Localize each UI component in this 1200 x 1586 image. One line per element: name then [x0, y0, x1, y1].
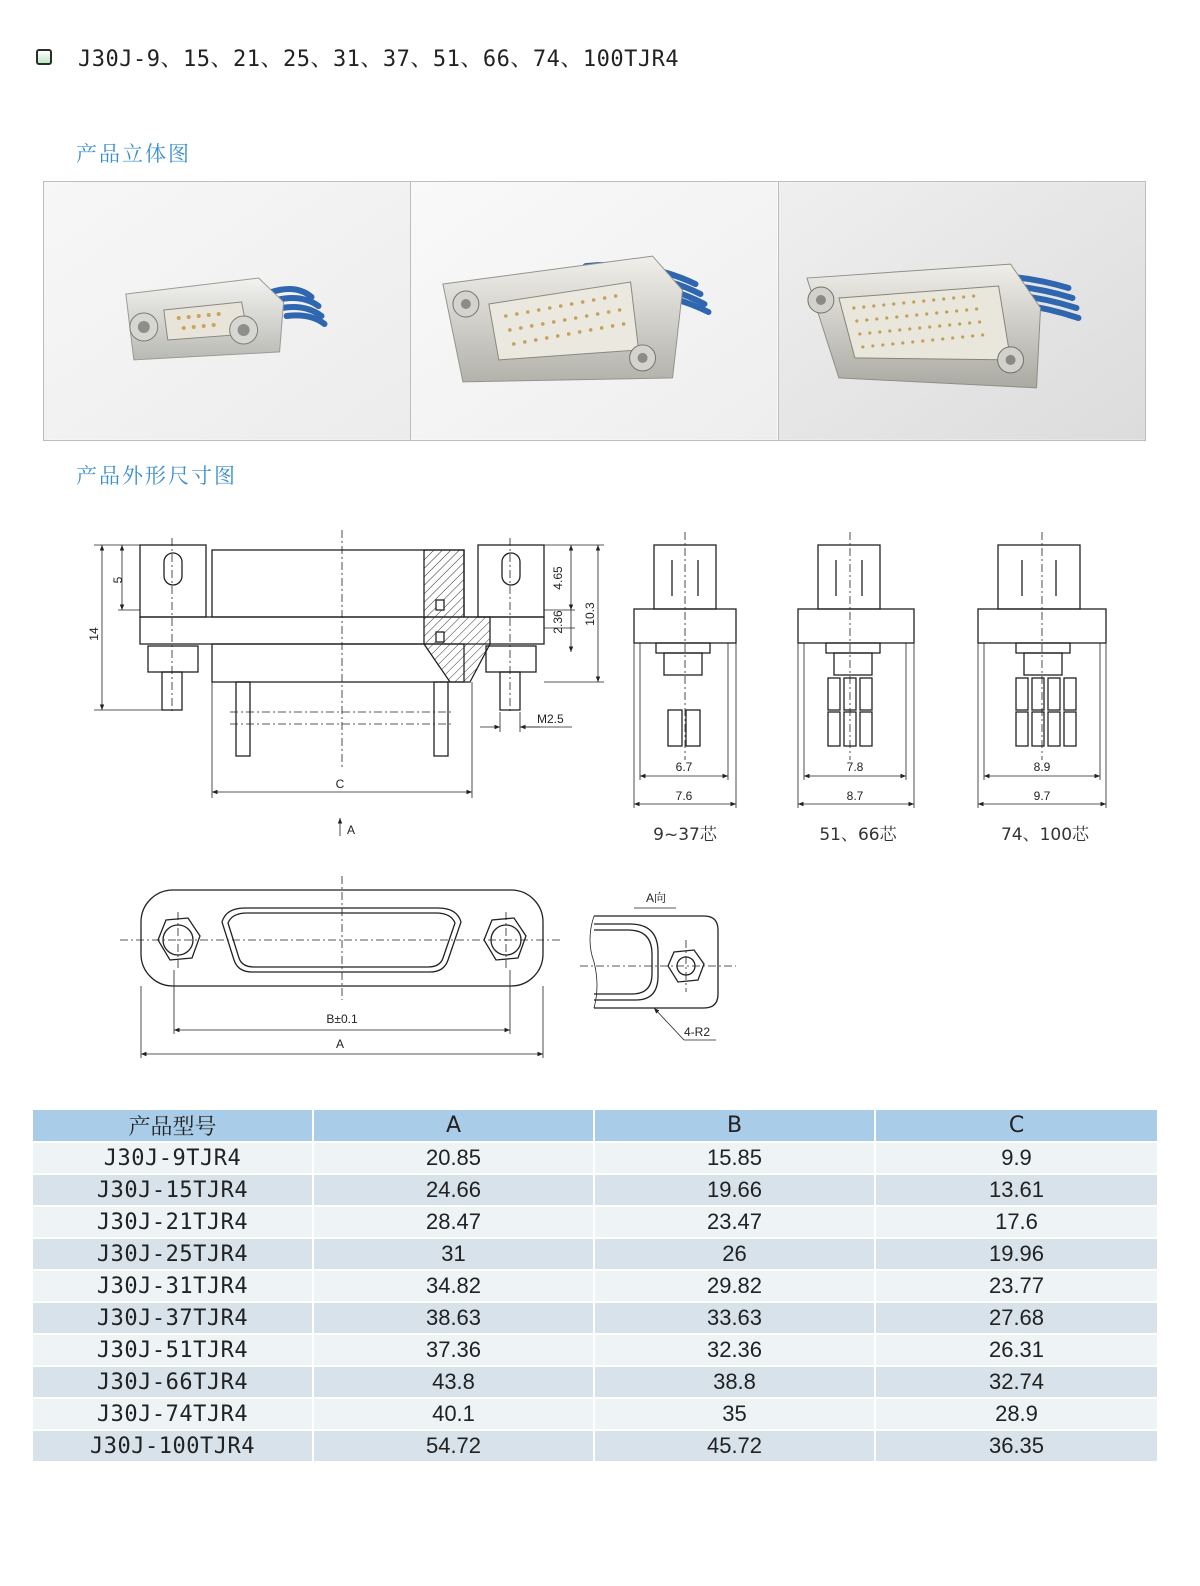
cell-model: J30J-37TJR4: [33, 1303, 314, 1335]
cell-model: J30J-51TJR4: [33, 1335, 314, 1367]
cell-c: 19.96: [876, 1239, 1157, 1271]
cell-b: 33.63: [595, 1303, 876, 1335]
product-photo-9pin: [44, 182, 411, 440]
cell-b: 23.47: [595, 1207, 876, 1239]
cell-b: 35: [595, 1399, 876, 1431]
cell-model: J30J-9TJR4: [33, 1143, 314, 1175]
connector-9-image: [44, 182, 410, 440]
cell-model: J30J-25TJR4: [33, 1239, 314, 1271]
cell-c: 32.74: [876, 1367, 1157, 1399]
dimension-table: [33, 1110, 1157, 1463]
dim-a-label: A: [335, 1037, 345, 1051]
cell-a: 34.82: [314, 1271, 595, 1303]
cell-model: J30J-31TJR4: [33, 1271, 314, 1303]
cell-c: 9.9: [876, 1143, 1157, 1175]
dim-b-label: B±0.1: [326, 1012, 358, 1026]
dim-5-label: 5: [111, 576, 125, 584]
table-row: [33, 1335, 1157, 1367]
cell-model: J30J-21TJR4: [33, 1207, 314, 1239]
table-row: [33, 1239, 1157, 1271]
cell-c: 27.68: [876, 1303, 1157, 1335]
table-row: [33, 1431, 1157, 1463]
header-model: 产品型号: [33, 1110, 314, 1143]
table-row: [33, 1175, 1157, 1207]
radius-label: 4-R2: [684, 1025, 711, 1039]
cell-a: 54.72: [314, 1431, 595, 1463]
cell-model: J30J-100TJR4: [33, 1431, 314, 1463]
end-view-2-inner: 7.8: [846, 760, 864, 774]
page-title: J30J-9、15、21、25、31、37、51、66、74、100TJR4: [78, 46, 680, 72]
end-view-3-outer: 9.7: [1033, 789, 1051, 803]
page-header: [36, 40, 679, 74]
cell-b: 38.8: [595, 1367, 876, 1399]
cell-a: 40.1: [314, 1399, 595, 1431]
product-photo-strip: [43, 181, 1146, 441]
connector-100-image: [779, 182, 1145, 440]
section-title-drawing: 产品外形尺寸图: [76, 464, 237, 488]
section-title-photos: 产品立体图: [76, 142, 191, 166]
dim-4-65-label: 4.65: [551, 566, 565, 590]
cell-model: J30J-15TJR4: [33, 1175, 314, 1207]
header-c: C: [876, 1110, 1157, 1143]
cell-b: 32.36: [595, 1335, 876, 1367]
view-a-title: A向: [645, 891, 667, 905]
end-view-2: [798, 545, 914, 746]
header-b: B: [595, 1110, 876, 1143]
table-row: [33, 1303, 1157, 1335]
cell-c: 28.9: [876, 1399, 1157, 1431]
cell-b: 29.82: [595, 1271, 876, 1303]
end-view-2-outer: 8.7: [846, 789, 864, 803]
end-view-1-caption: 9~37芯: [653, 825, 717, 845]
end-view-2-caption: 51、66芯: [819, 825, 897, 845]
cell-c: 23.77: [876, 1271, 1157, 1303]
cell-a: 43.8: [314, 1367, 595, 1399]
table-row: [33, 1143, 1157, 1175]
product-photo-51pin: [411, 182, 778, 440]
cell-model: J30J-66TJR4: [33, 1367, 314, 1399]
cell-c: 26.31: [876, 1335, 1157, 1367]
cell-b: 15.85: [595, 1143, 876, 1175]
detail-view-a: [590, 916, 718, 1008]
table-header-row: [33, 1110, 1157, 1143]
table-row: [33, 1399, 1157, 1431]
cell-a: 31: [314, 1239, 595, 1271]
cell-a: 24.66: [314, 1175, 595, 1207]
cell-a: 37.36: [314, 1335, 595, 1367]
cell-model: J30J-74TJR4: [33, 1399, 314, 1431]
dim-2-36-label: 2.36: [551, 610, 565, 634]
table-row: [33, 1271, 1157, 1303]
cell-b: 19.66: [595, 1175, 876, 1207]
cell-b: 26: [595, 1239, 876, 1271]
cell-c: 13.61: [876, 1175, 1157, 1207]
end-dimensions: [634, 643, 1106, 808]
product-photo-100pin: [779, 182, 1145, 440]
end-view-3-inner: 8.9: [1033, 760, 1051, 774]
dim-10-3-label: 10.3: [583, 602, 597, 626]
cell-a: 20.85: [314, 1143, 595, 1175]
connector-51-image: [411, 182, 777, 440]
checkbox-icon: [36, 49, 52, 65]
table-row: [33, 1367, 1157, 1399]
thread-label: M2.5: [537, 712, 564, 726]
cell-c: 17.6: [876, 1207, 1157, 1239]
side-dimensions: [94, 545, 604, 836]
cell-a: 38.63: [314, 1303, 595, 1335]
end-view-1-outer: 7.6: [675, 789, 693, 803]
dimension-drawing: [0, 500, 1200, 1080]
dim-14-label: 14: [87, 627, 101, 641]
cell-a: 28.47: [314, 1207, 595, 1239]
end-view-3-caption: 74、100芯: [1000, 825, 1090, 845]
view-a-arrow-label: A: [347, 823, 356, 837]
cell-b: 45.72: [595, 1431, 876, 1463]
header-a: A: [314, 1110, 595, 1143]
table-row: [33, 1207, 1157, 1239]
end-view-1-inner: 6.7: [675, 760, 693, 774]
cell-c: 36.35: [876, 1431, 1157, 1463]
dim-c-label: C: [335, 777, 345, 791]
